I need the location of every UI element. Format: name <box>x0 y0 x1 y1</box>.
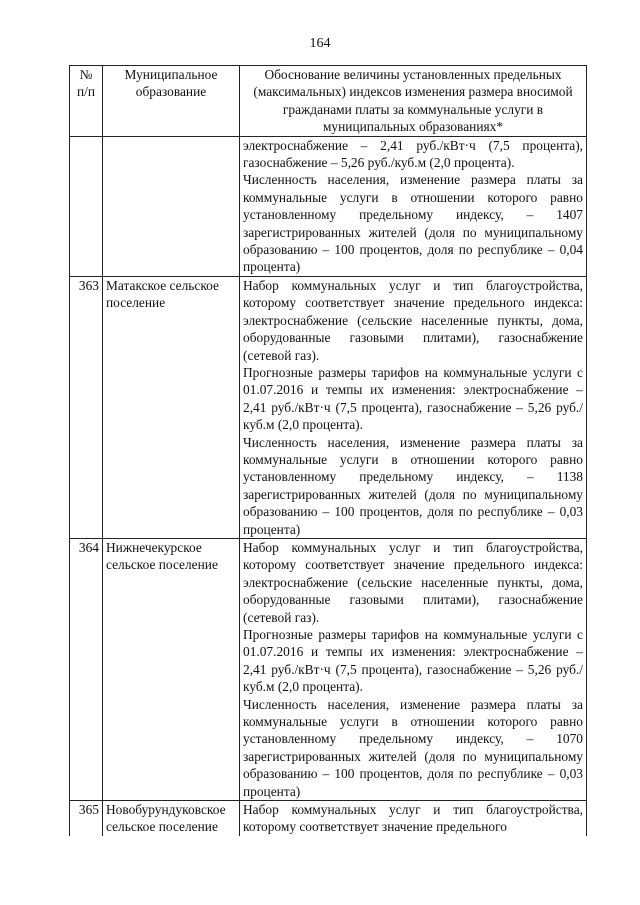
paragraph: Численность населения, изменение размера платы за коммунальные услуги в отношении которого равно установленному предельному индексу, – 1138 зарегистрированных жителей (доля по муниципальному образованию – 100 процентов, доля по республике – 0,03 процента) <box>243 434 583 537</box>
table-row <box>70 801 587 836</box>
header-municipality: Муниципальное образование <box>103 66 240 137</box>
paragraph: Численность населения, изменение размера платы за коммунальные услуги в отношении которого равно установленному предельному индексу, – 1070 зарегистрированных жителей (доля по муниципальному образованию – 100 процентов, доля по республике – 0,03 процента) <box>243 696 583 799</box>
paragraph: Численность населения, изменение размера платы за коммунальные услуги в отношении которого равно установленному предельному индексу, – 1407 зарегистрированных жителей (доля по муниципальному образованию – 100 процентов, доля по республике – 0,04 процента) <box>243 172 583 275</box>
row-num: 363 <box>70 276 103 538</box>
tariff-table <box>69 65 587 836</box>
row-justification <box>240 538 587 800</box>
paragraph: Набор коммунальных услуг и тип благоустройства, которому соответствует значение предельного индекса: электроснабжение (сельские населенные пункты, дома, оборудованные газовыми плитами), газоснабжение (сетевой газ). <box>243 539 583 625</box>
table-row <box>70 538 587 800</box>
row-num: 364 <box>70 538 103 800</box>
page-number: 164 <box>309 36 331 51</box>
row-num <box>70 136 103 276</box>
paragraph: Прогнозные размеры тарифов на коммунальные услуги с 01.07.2016 и темпы их изменения: электроснабжение – 2,41 руб./кВт·ч (7,5 процента), газоснабжение – 5,26 руб./куб.м (2,0 процента). <box>243 364 583 433</box>
paragraph: Набор коммунальных услуг и тип благоустройства, которому соответствует значение предельного <box>243 802 583 835</box>
row-municipality: Новобурундуковское сельское поселение <box>103 801 240 836</box>
row-justification <box>240 801 587 836</box>
table-header-row <box>70 66 587 137</box>
row-municipality <box>103 136 240 276</box>
row-justification <box>240 276 587 538</box>
row-municipality: Нижнечекурское сельское поселение <box>103 538 240 800</box>
paragraph: Набор коммунальных услуг и тип благоустройства, которому соответствует значение предельного индекса: электроснабжение (сельские населенные пункты, дома, оборудованные газовыми плитами), газоснабжение (сетевой газ). <box>243 277 583 363</box>
paragraph: Прогнозные размеры тарифов на коммунальные услуги с 01.07.2016 и темпы их изменения: электроснабжение – 2,41 руб./кВт·ч (7,5 процента), газоснабжение – 5,26 руб./куб.м (2,0 процента). <box>243 627 583 695</box>
table-row <box>70 136 587 276</box>
row-num: 365 <box>70 801 103 836</box>
header-num: № п/п <box>70 66 103 137</box>
table-row <box>70 276 587 538</box>
paragraph: электроснабжение – 2,41 руб./кВт·ч (7,5 процента), газоснабжение – 5,26 руб./куб.м (2,0 процента). <box>243 137 583 171</box>
header-justification: Обоснование величины установленных предельных (максимальных) индексов изменения размера вносимой гражданами платы за коммунальные услуги в муниципальных образованиях* <box>240 66 587 137</box>
row-justification <box>240 136 587 276</box>
row-municipality: Матакское сельское поселение <box>103 276 240 538</box>
